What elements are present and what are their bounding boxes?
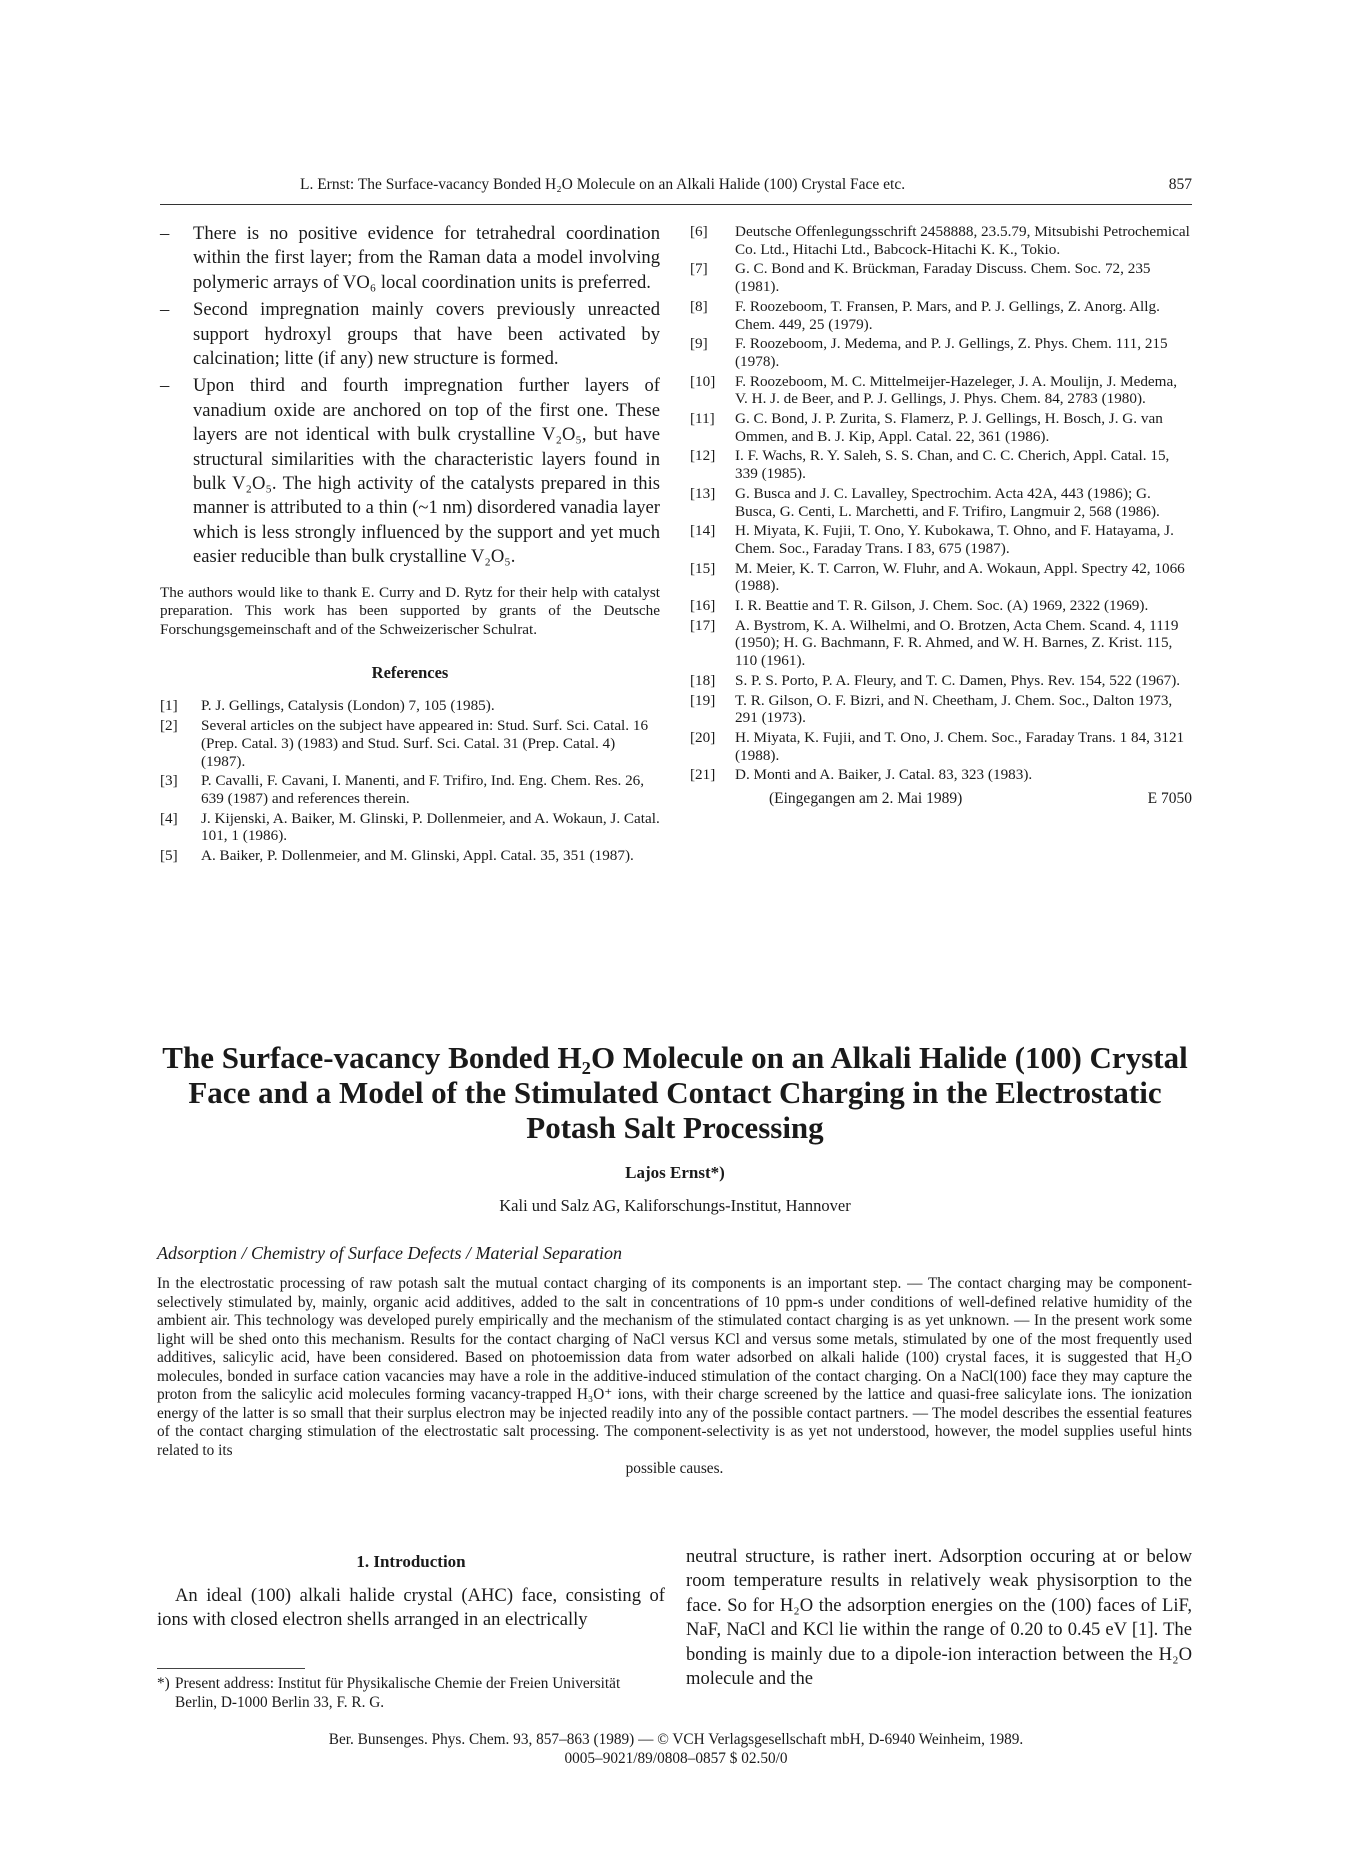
- reference-item: [690, 373, 1192, 408]
- references-heading: References: [371, 663, 449, 683]
- abstract-end: possible causes.: [625, 1460, 724, 1477]
- bullet-item: [160, 222, 660, 295]
- reference-number: [10]: [690, 372, 716, 390]
- reference-item: [690, 522, 1192, 557]
- reference-number: [19]: [690, 691, 716, 709]
- reference-text: S. P. S. Porto, P. A. Fleury, and T. C. Damen, Phys. Rev. 154, 522 (1967).: [735, 671, 1181, 689]
- reference-item: [160, 717, 660, 770]
- reference-text: M. Meier, K. T. Carron, W. Fluhr, and A. Wokaun, Appl. Spectry 42, 1066 (1988).: [735, 559, 1185, 595]
- received-line: [690, 790, 1192, 812]
- reference-number: [2]: [160, 717, 178, 735]
- bullet-item: [160, 374, 660, 569]
- bullet-item: [160, 298, 660, 371]
- reference-item: [160, 772, 660, 807]
- journal-citation: [160, 1730, 1192, 1768]
- running-header: [160, 176, 1192, 205]
- reference-text: G. C. Bond and K. Brückman, Faraday Discuss. Chem. Soc. 72, 235 (1981).: [735, 260, 1151, 296]
- running-title: L. Ernst: The Surface-vacancy Bonded H₂O Molecule on an Alkali Halide (100) Crystal Face etc.: [300, 176, 906, 193]
- reference-text: G. C. Bond, J. P. Zurita, S. Flamerz, P. J. Gellings, H. Bosch, J. G. van Ommen, and B. J. Kip, Appl. Catal. 22, 361 (1986).: [735, 410, 1163, 445]
- reference-text: F. Roozeboom, T. Fransen, P. Mars, and P. J. Gellings, Z. Anorg. Allg. Chem. 449, 25 (1979).: [735, 297, 1160, 333]
- reference-item: [690, 485, 1192, 520]
- reference-item: [690, 335, 1192, 370]
- reference-number: [11]: [690, 410, 715, 428]
- reference-number: [7]: [690, 260, 708, 278]
- reference-text: P. Cavalli, F. Cavani, I. Manenti, and F. Trifiro, Ind. Eng. Chem. Res. 26, 639 (1987) and references therein.: [201, 772, 645, 807]
- intro-paragraph-left: An ideal (100) alkali halide crystal (AHC) face, consisting of ions with closed electron shells arranged in an electrically: [157, 1585, 665, 1631]
- reference-number: [12]: [690, 447, 716, 465]
- left-column: [160, 222, 660, 867]
- reference-number: [4]: [160, 809, 178, 827]
- page-number: 857: [1168, 176, 1192, 193]
- reference-item: [160, 697, 660, 715]
- abstract-body: In the electrostatic processing of raw potash salt the mutual contact charging of its components is an important step. — The contact charging may be component-selectively stimulated by, mainly, organic acid additives, added to the salt in concentrations of 10 ppm-s under conditions of well-defined relative humidity of the ambient air. This technology was developed purely empirically and the mechanism of the stimulated contact charging is as yet unknown. — In the present work some light will be shed onto this mechanism. Results for the contact charging of NaCl versus KCl and versus some metals, stimulated by one of the most frequently used additives, salicylic acid, have been considered. Based on photoemission data from water adsorbed on alkali halide (100) crystal faces, it is suggested that H₂O molecules, bonded in surface cation vacancies may have a role in the additive-induced stimulation of the contact charging. On a NaCl(100) face they may capture the proton from the salicylic acid molecules forming vacancy-trapped H₃O⁺ ions, with their charge screened by the lattice and quasi-free salicylate ions. The ionization energy of the latter is so small that their surplus electron may be injected readily into any of the possible contact partners. — The model describes the essential features of the contact charging stimulation of the electrostatic salt processing. The component-selectivity is as yet not understood, however, the model supplies useful hints related to its: [157, 1275, 1192, 1459]
- article-title: [150, 1040, 1200, 1145]
- manuscript-code: E 7050: [1147, 790, 1192, 808]
- reference-number: [8]: [690, 297, 708, 315]
- bullet-dash: –: [160, 299, 170, 321]
- reference-number: [20]: [690, 728, 716, 746]
- reference-text: F. Roozeboom, J. Medema, and P. J. Gellings, Z. Phys. Chem. 111, 215 (1978).: [735, 335, 1168, 370]
- title-line: The Surface-vacancy Bonded H₂O Molecule on an Alkali Halide (100) Crystal: [162, 1040, 1188, 1075]
- reference-item: [690, 672, 1192, 690]
- reference-number: [14]: [690, 522, 716, 540]
- reference-item: [690, 298, 1192, 333]
- footnote-item: [157, 1675, 665, 1712]
- author-name: Lajos Ernst*): [625, 1163, 725, 1182]
- reference-item: [690, 260, 1192, 295]
- reference-text: G. Busca and J. C. Lavalley, Spectrochim. Acta 42A, 443 (1986); G. Busca, G. Centi, L. Marchetti, and F. Trifiro, Langmuir 2, 568 (1986).: [735, 484, 1160, 520]
- bullet-text: Upon third and fourth impregnation further layers of vanadium oxide are anchored on top of the first one. These layers are not identical with bulk crystalline V₂O₅, but have structural similarities with the characteristic layers found in bulk V₂O₅. The high activity of the catalysts prepared in this manner is attributed to a thin (~1 nm) disordered vanadia layer which is less strongly influenced by the support and yet much easier reducible than bulk crystalline V₂O₅.: [193, 375, 660, 568]
- reference-text: A. Bystrom, K. A. Wilhelmi, and O. Brotzen, Acta Chem. Scand. 4, 1119 (1950); H. G. Bachmann, F. R. Ahmed, and W. H. Barnes, Z. Krist. 115, 110 (1961).: [735, 616, 1179, 670]
- footnote-mark: *): [157, 1675, 170, 1692]
- reference-item: [690, 223, 1192, 258]
- acknowledgement: The authors would like to thank E. Curry and D. Rytz for their help with catalyst preparation. This work has been supported by grants of the Deutsche Forschungsgemeinschaft and of the Schweizerischer Schulrat.: [160, 583, 660, 638]
- right-column: [690, 223, 1192, 812]
- reference-item: [690, 766, 1192, 784]
- reference-number: [21]: [690, 766, 716, 784]
- reference-item: [690, 410, 1192, 445]
- footnote-rule: [157, 1668, 305, 1669]
- reference-number: [17]: [690, 616, 716, 634]
- bullet-text: There is no positive evidence for tetrahedral coordination within the first layer; from the Raman data a model involving polymeric arrays of VO₆ local coordination units is preferred.: [193, 223, 660, 293]
- bullet-dash: –: [160, 223, 170, 244]
- reference-number: [3]: [160, 772, 178, 790]
- section-heading: 1. Introduction: [356, 1552, 466, 1571]
- reference-number: [18]: [690, 671, 716, 689]
- reference-number: [16]: [690, 597, 716, 615]
- footnote-text: Present address: Institut für Physikalische Chemie der Freien Universität Berlin, D-1000 Berlin 33, F. R. G.: [175, 1675, 621, 1711]
- reference-number: [9]: [690, 335, 708, 353]
- reference-text: J. Kijenski, A. Baiker, M. Glinski, P. Dollenmeier, and A. Wokaun, J. Catal. 101, 1 (1986).: [201, 809, 660, 845]
- reference-text: D. Monti and A. Baiker, J. Catal. 83, 323 (1983).: [735, 766, 1033, 784]
- reference-item: [690, 729, 1192, 764]
- reference-item: [690, 692, 1192, 727]
- keywords: Adsorption / Chemistry of Surface Defects / Material Separation: [157, 1243, 622, 1263]
- reference-item: [690, 560, 1192, 595]
- reference-text: A. Baiker, P. Dollenmeier, and M. Glinski, Appl. Catal. 35, 351 (1987).: [201, 847, 634, 865]
- reference-text: H. Miyata, K. Fujii, and T. Ono, J. Chem. Soc., Faraday Trans. 1 84, 3121 (1988).: [735, 728, 1185, 764]
- footnote: [157, 1675, 665, 1712]
- reference-number: [5]: [160, 847, 178, 865]
- title-line: Potash Salt Processing: [526, 1110, 824, 1145]
- reference-number: [13]: [690, 484, 716, 502]
- reference-text: T. R. Gilson, O. F. Bizri, and N. Cheetham, J. Chem. Soc., Dalton 1973, 291 (1973).: [735, 691, 1173, 727]
- citation-line: 0005–9021/89/0808–0857 $ 02.50/0: [564, 1750, 788, 1767]
- intro-paragraph-right: neutral structure, is rather inert. Adsorption occuring at or below room temperature results in relatively weak physisorption to the face. So for H₂O the adsorption energies on the (100) faces of LiF, NaF, NaCl and KCl lie within the range of 0.20 to 0.45 eV [1]. The bonding is mainly due to a dipole-ion interaction between the H₂O molecule and the: [686, 1546, 1192, 1690]
- reference-text: H. Miyata, K. Fujii, T. Ono, Y. Kubokawa, T. Ohno, and F. Hatayama, J. Chem. Soc., Faraday Trans. I 83, 675 (1987).: [735, 522, 1174, 557]
- reference-item: [160, 810, 660, 845]
- reference-item: [160, 847, 660, 865]
- received-date: (Eingegangen am 2. Mai 1989): [769, 790, 963, 808]
- reference-item: [690, 617, 1192, 670]
- citation-line: Ber. Bunsenges. Phys. Chem. 93, 857–863 (1989) — © VCH Verlagsgesellschaft mbH, D-6940 Weinheim, 1989.: [328, 1731, 1024, 1748]
- reference-text: I. R. Beattie and T. R. Gilson, J. Chem. Soc. (A) 1969, 2322 (1969).: [735, 597, 1149, 615]
- reference-item: [690, 447, 1192, 482]
- reference-item: [690, 597, 1192, 615]
- bullet-text: Second impregnation mainly covers previously unreacted support hydroxyl groups that have been activated by calcination; litte (if any) new structure is formed.: [193, 299, 660, 370]
- reference-number: [6]: [690, 223, 708, 240]
- reference-text: Several articles on the subject have appeared in: Stud. Surf. Sci. Catal. 16 (Prep. Catal. 3) (1983) and Stud. Surf. Sci. Catal. 31 (Prep. Catal. 4) (1987).: [201, 717, 649, 770]
- affiliation: Kali und Salz AG, Kaliforschungs-Institut, Hannover: [499, 1196, 851, 1215]
- reference-number: [1]: [160, 697, 178, 715]
- abstract: [157, 1275, 1192, 1479]
- reference-text: I. F. Wachs, R. Y. Saleh, S. S. Chan, and C. C. Cherich, Appl. Catal. 15, 339 (1985).: [735, 447, 1170, 483]
- reference-number: [15]: [690, 559, 716, 577]
- reference-text: P. J. Gellings, Catalysis (London) 7, 105 (1985).: [201, 697, 495, 715]
- reference-text: Deutsche Offenlegungsschrift 2458888, 23.5.79, Mitsubishi Petrochemical Co. Ltd., Hitachi Ltd., Babcock-Hitachi K. K., Tokio.: [735, 223, 1190, 258]
- title-line: Face and a Model of the Stimulated Contact Charging in the Electrostatic: [188, 1075, 1162, 1110]
- bullet-dash: –: [160, 375, 170, 397]
- reference-text: F. Roozeboom, M. C. Mittelmeijer-Hazeleger, J. A. Moulijn, J. Medema, V. H. J. de Beer, and P. J. Gellings, J. Phys. Chem. 84, 2783 (1980).: [735, 372, 1178, 408]
